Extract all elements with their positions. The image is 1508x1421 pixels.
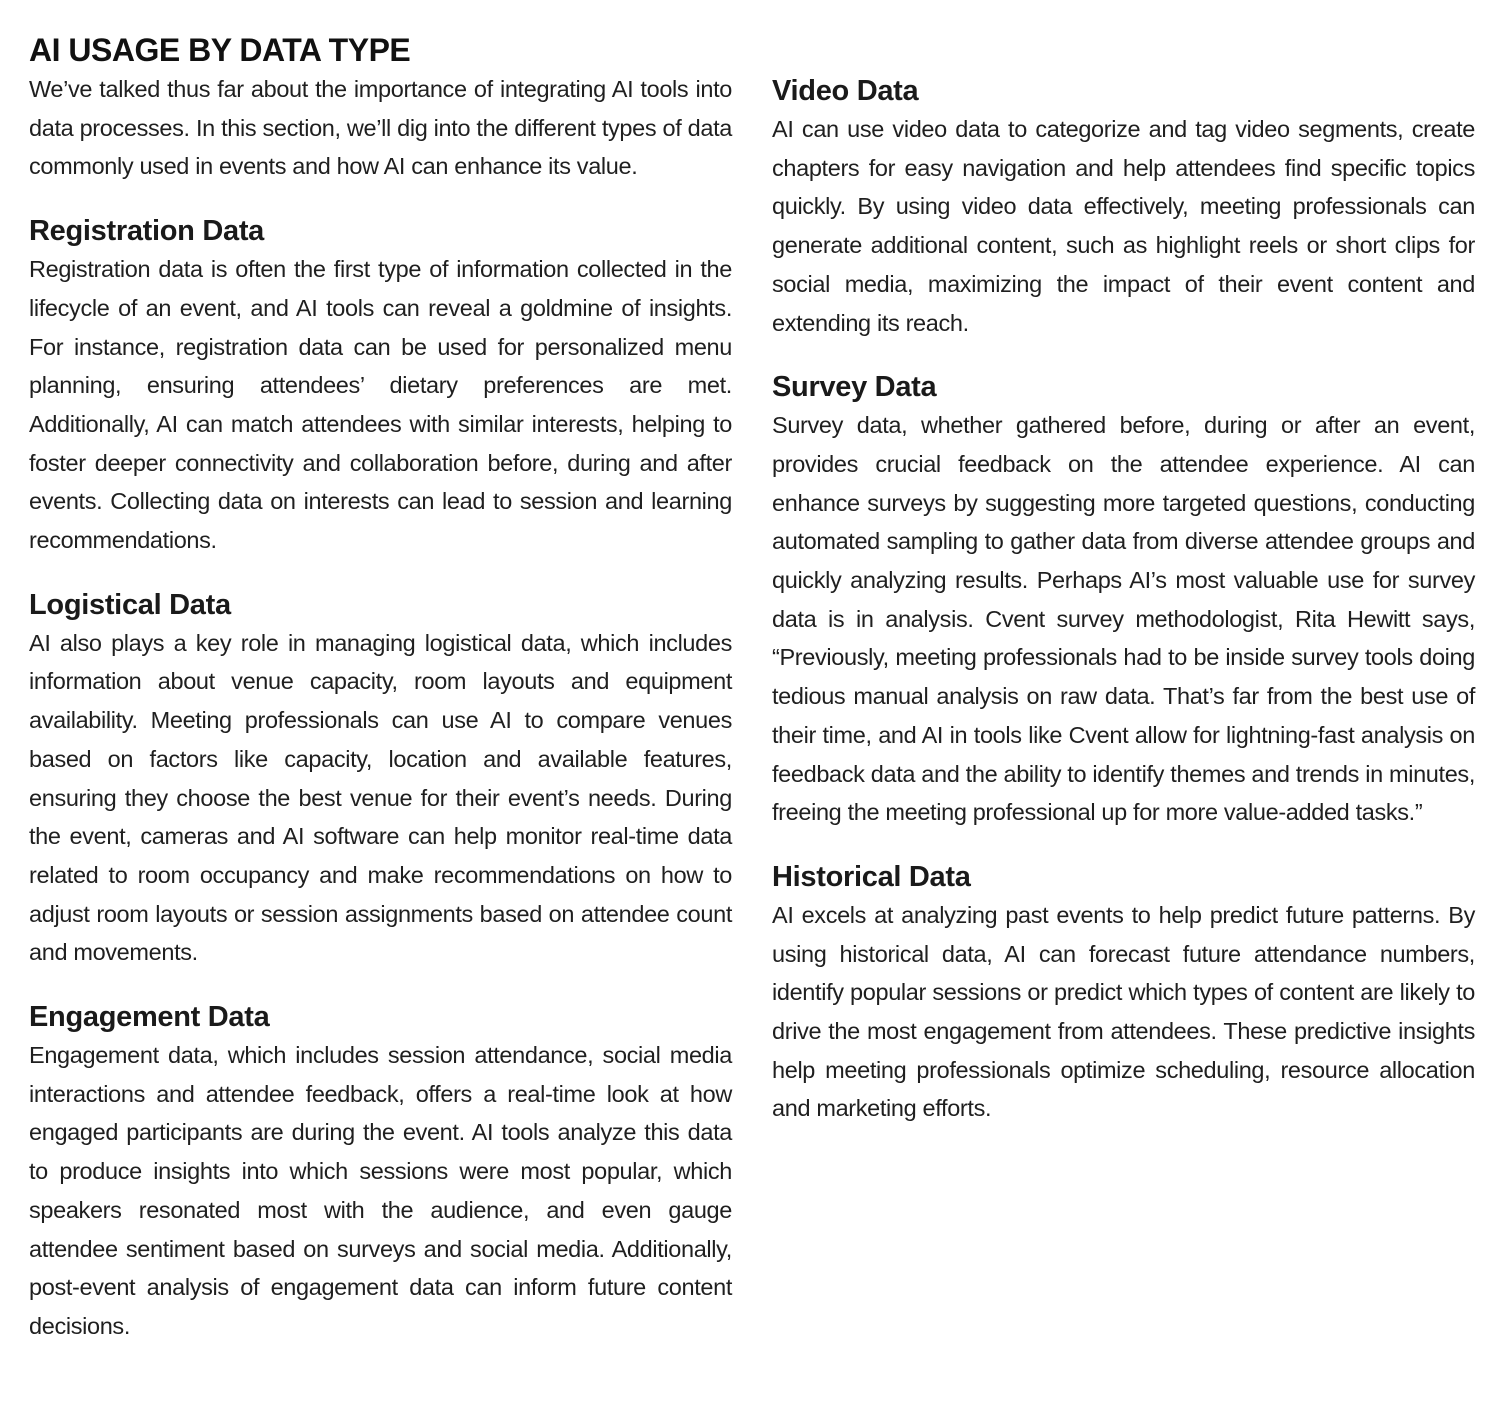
left-column: [29, 0, 732, 1346]
section-registration: [29, 212, 732, 560]
logistical-heading: Logistical Data: [29, 588, 231, 621]
section-historical: [772, 858, 1475, 1128]
historical-heading: Historical Data: [772, 860, 971, 893]
section-video: [772, 72, 1475, 342]
logistical-paragraph: AI also plays a key role in managing logistical data, which includes information about venue capacity, room layouts and equipment availability. Meeting professionals can use AI to compare venues based on factors like capacity, location and available features, ensuring they choose the best venue for their event’s needs. During the event, cameras and AI software can help monitor real-time data related to room occupancy and make recommendations on how to adjust room layouts or session assignments based on attendee count and movements.: [29, 629, 732, 966]
video-heading: Video Data: [772, 75, 919, 107]
registration-paragraph: Registration data is often the first type of information collected in the lifecycle of an event, and AI tools can reveal a goldmine of insights. For instance, registration data can be used for personalized menu planning, ensuring attendees’ dietary preferences are met. Additionally, AI can match attendees with similar interests, helping to foster deeper connectivity and collaboration before, during and after events. Collecting data on interests can lead to session and learning recommendations.: [29, 256, 732, 554]
right-column: [772, 0, 1475, 1128]
registration-heading: Registration Data: [29, 215, 264, 248]
engagement-heading: Engagement Data: [29, 1001, 270, 1034]
section-survey: [772, 368, 1475, 832]
section-logistical: [29, 586, 732, 972]
historical-paragraph: AI excels at analyzing past events to help predict future patterns. By using historical data, AI can forecast future attendance numbers, identify popular sessions or predict which types of content are likely to drive the most engagement from attendees. These predictive insights help meeting professionals optimize scheduling, resource allocation and marketing efforts.: [772, 901, 1475, 1122]
survey-heading: Survey Data: [772, 371, 937, 404]
survey-paragraph: Survey data, whether gathered before, during or after an event, provides crucial feedback on the attendee experience. AI can enhance surveys by suggesting more targeted questions, conducting automated sampling to gather data from diverse attendee groups and quickly analyzing results. Perhaps AI’s most valuable use for survey data is in analysis. Cvent survey methodologist, Rita Hewitt says, “Previously, meeting professionals had to be inside survey tools doing tedious manual analysis on raw data. That’s far from the best use of their time, and AI in tools like Cvent allow for lightning-fast analysis on feedback data and the ability to identify themes and trends in minutes, freeing the meeting professional up for more value-added tasks.”: [772, 412, 1475, 826]
section-engagement: [29, 998, 732, 1346]
video-paragraph: AI can use video data to categorize and tag video segments, create chapters for easy navigation and help attendees find specific topics quickly. By using video data effectively, meeting professionals can generate additional content, such as highlight reels or short clips for social media, maximizing the impact of their event content and extending its reach.: [772, 116, 1475, 336]
intro-paragraph: We’ve talked thus far about the importance of integrating AI tools into data processes. In this section, we’ll dig into the different types of data commonly used in events and how AI can enhance its value.: [29, 76, 732, 180]
engagement-paragraph: Engagement data, which includes session attendance, social media interactions and attendee feedback, offers a real-time look at how engaged participants are during the event. AI tools analyze this data to produce insights into which sessions were most popular, which speakers resonated most with the audience, and even gauge attendee sentiment based on surveys and social media. Additionally, post-event analysis of engagement data can inform future content decisions.: [29, 1042, 732, 1339]
page-title: AI USAGE BY DATA TYPE: [29, 32, 411, 68]
